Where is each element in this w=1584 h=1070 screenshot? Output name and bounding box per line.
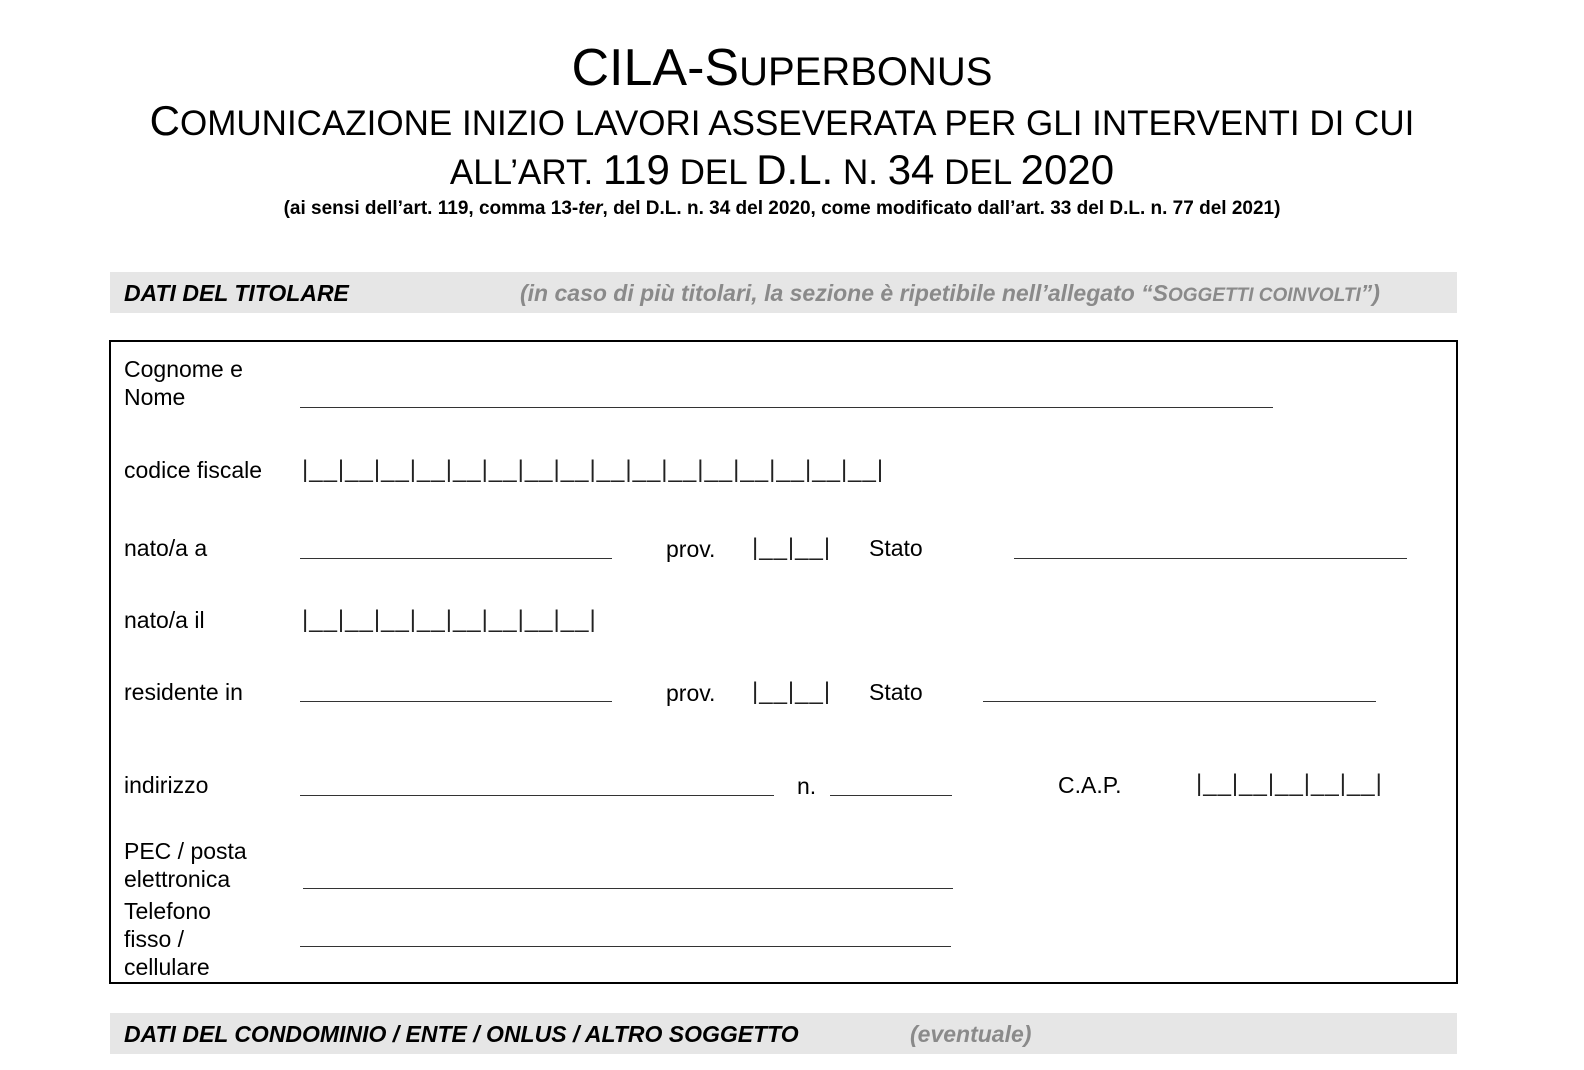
cap-label: C.A.P. <box>1058 772 1122 798</box>
stato-nascita-field[interactable] <box>1014 558 1407 559</box>
section-header-condominio <box>110 1013 1457 1054</box>
prov-nascita-boxes[interactable]: |__|__| <box>752 534 832 561</box>
cap-boxes[interactable]: |__|__|__|__|__| <box>1196 770 1383 797</box>
section-note: (in caso di più titolari, la sezione è ripetibile nell’allegato “SOGGETTI COINVOLTI”) <box>520 280 1380 306</box>
cognome-nome-field[interactable] <box>300 407 1273 408</box>
stato-label: Stato <box>869 535 923 561</box>
cognome-label: Cognome e Nome <box>124 356 243 410</box>
residenza-field[interactable] <box>300 701 612 702</box>
nato-il-label: nato/a il <box>124 607 205 633</box>
document-title: CILA-SUPERBONUS <box>571 39 993 97</box>
prov-residenza-label: prov. <box>666 680 716 706</box>
section-note-condominio: (eventuale) <box>910 1021 1032 1047</box>
prov-label: prov. <box>666 536 716 562</box>
luogo-nascita-field[interactable] <box>300 558 612 559</box>
numero-civico-field[interactable] <box>830 795 952 796</box>
indirizzo-field[interactable] <box>300 795 774 796</box>
data-nascita-boxes[interactable]: |__|__|__|__|__|__|__|__| <box>302 606 597 633</box>
document-subtitle-line-1: COMUNICAZIONE INIZIO LAVORI ASSEVERATA PER GLI INTERVENTI DI CUI <box>149 97 1415 144</box>
pec-field[interactable] <box>303 888 953 889</box>
codice-fiscale-boxes[interactable]: |__|__|__|__|__|__|__|__|__|__|__|__|__|__|__|__| <box>302 456 885 483</box>
codice-fiscale-label: codice fiscale <box>124 457 263 483</box>
section-header-titolare <box>110 272 1457 313</box>
prov-residenza-boxes[interactable]: |__|__| <box>752 678 832 705</box>
legal-reference-note: (ai sensi dell’art. 119, comma 13-ter, del D.L. n. 34 del 2020, come modificato dall’art. 33 del D.L. n. 77 del 2021) <box>283 198 1281 219</box>
residente-label: residente in <box>124 679 243 705</box>
numero-civico-label: n. <box>797 773 817 799</box>
document-subtitle-line-2: ALL’ART. 119 DEL D.L. N. 34 DEL 2020 <box>449 146 1115 193</box>
section-title: DATI DEL TITOLARE <box>124 280 349 306</box>
nato-a-label: nato/a a <box>124 535 208 561</box>
telefono-field[interactable] <box>300 946 951 947</box>
stato-residenza-label: Stato <box>869 679 923 705</box>
telefono-label: Telefono fisso / cellulare <box>124 898 211 980</box>
stato-residenza-field[interactable] <box>983 701 1376 702</box>
pec-label: PEC / posta elettronica <box>124 838 247 892</box>
section-title-condominio: DATI DEL CONDOMINIO / ENTE / ONLUS / ALTRO SOGGETTO <box>124 1021 799 1047</box>
indirizzo-label: indirizzo <box>124 772 209 798</box>
